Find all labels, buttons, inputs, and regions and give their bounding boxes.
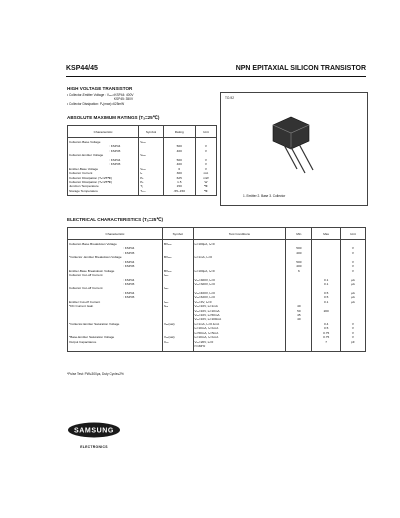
elec-min-cell — [286, 240, 312, 352]
abs-unit-5: V — [204, 157, 207, 162]
abs-unit-2: V — [204, 144, 207, 149]
abs-max-header-row — [68, 126, 217, 138]
elec-cond-7: Iₑ=100μA, Iₑ=0 — [194, 268, 215, 273]
elec-max-16: 200 — [323, 308, 329, 313]
abs-unit-8: mA — [203, 171, 209, 176]
elec-cond-20: Iₑ=10mA, Iₒ=1mA — [194, 326, 219, 331]
elec-unit-21: V — [351, 330, 354, 335]
elec-conditions-cell — [193, 240, 286, 352]
elec-char-4: *Collector -Emitter Breakdown Voltage — [69, 255, 122, 260]
elec-min-17: 45 — [297, 313, 301, 317]
elec-sym-24 — [164, 344, 192, 348]
elec-unit-5: V — [351, 259, 354, 264]
elec-char-10: : KSP45 — [123, 281, 135, 286]
elec-cond-17: Vₑₑ=10V, Iₑ=50mA — [194, 313, 220, 317]
elec-symbol-cell — [162, 240, 193, 352]
samsung-logo — [67, 422, 121, 448]
elec-min-2: 500 — [296, 246, 302, 251]
abs-sym-12: Tₛₜₔ — [140, 188, 146, 193]
to92-package-drawing — [251, 111, 331, 181]
elec-max-24 — [313, 344, 338, 348]
elec-unit-20: V — [351, 326, 354, 331]
abs-char-5: : KSP44 — [109, 157, 121, 162]
elec-cond-4: Iₑ=1mA, Iₒ=0 — [194, 255, 212, 260]
elec-col-characteristic: Characteristic — [68, 228, 163, 240]
abs-col-symbol: Symbol — [139, 126, 164, 138]
abs-char-7: Emitter-Base Voltage — [69, 166, 99, 171]
abs-col-unit: Unit — [195, 126, 216, 138]
abs-unit-7: V — [204, 166, 207, 171]
abs-char-8: Collector Current — [69, 171, 93, 176]
elec-table — [67, 227, 366, 352]
abs-char-1: Collector-Base Voltage — [69, 140, 101, 144]
elec-cond-22: Iₑ=10mA, Iₒ=1mA — [194, 335, 219, 340]
elec-cond-1: Iₑ=100μA, Iₑ=0 — [194, 242, 215, 246]
part-number: KSP44/45 — [66, 65, 98, 72]
abs-unit-11: ℃ — [204, 184, 208, 189]
elec-max-13: 0.5 — [324, 295, 329, 300]
abs-unit-cell — [195, 138, 216, 196]
elec-sym-11: Iₑₑₒ — [163, 286, 169, 291]
elec-min-15: 40 — [297, 304, 301, 309]
elec-col-min: Min — [286, 228, 312, 240]
elec-cond-19: Iₑ=1mA, Iₒ=0.1mA — [194, 321, 220, 326]
abs-unit-9: mW — [203, 175, 209, 180]
abs-unit-12: ℃ — [204, 188, 208, 193]
abs-unit-6: V — [204, 162, 207, 167]
elec-unit-12: μA — [351, 290, 355, 295]
elec-sym-22: Vₒₑ(sat) — [163, 335, 175, 340]
elec-col-symbol: Symbol — [162, 228, 193, 240]
elec-unit-24 — [342, 344, 364, 348]
elec-cond-16: Vₑₑ=10V, Iₑ=10mA — [194, 308, 220, 313]
elec-max-12: 0.5 — [324, 290, 329, 295]
abs-rating-9: 625 — [176, 175, 182, 180]
abs-char-3: : KSP45 — [109, 148, 121, 153]
elec-unit-14: μA — [351, 299, 355, 304]
elec-min-3: 400 — [296, 250, 302, 255]
elec-unit-13: μA — [351, 295, 355, 300]
elec-heading: ELECTRICAL CHARACTERISTICS (Tₐ=25℃) — [67, 217, 164, 222]
elec-cond-10: Vₑₒ=320V, Iₑ=0 — [194, 281, 215, 286]
abs-rating-6: 400 — [176, 162, 182, 167]
feature-line-2: KSP45: 350V — [67, 97, 134, 101]
abs-char-12: Storage Temperature — [69, 188, 99, 193]
abs-sym-11: Tⱼ — [140, 184, 143, 189]
features-heading: HIGH VOLTAGE TRANSISTOR — [67, 86, 133, 91]
abs-sym-8: Iₑ — [140, 171, 143, 176]
elec-cond-14: Vₑₒ=4V, Iₑ=0 — [194, 299, 212, 304]
elec-unit-7: V — [351, 268, 354, 273]
abs-sym-9: Pₑ — [140, 175, 144, 180]
feature-line-3: • Collector Dissipation: Pₑ(max)=625mW — [67, 102, 125, 106]
feature-line-1: • Collector-Emitter Voltage : Vₓₑₒ=KSP44: 400V — [67, 93, 134, 97]
elec-sym-7: BVₑₒₒ — [163, 268, 172, 273]
abs-sym-7: Vₑₒₒ — [140, 166, 146, 171]
elec-cond-24: f=1MHz — [194, 344, 206, 349]
elec-header-row — [68, 228, 366, 240]
elec-unit-6: V — [351, 264, 354, 269]
abs-max-heading: ABSOLUTE MAXIMUM RATINGS (Tₐ=25℃) — [67, 115, 160, 120]
abs-col-rating: Rating — [163, 126, 195, 138]
elec-col-max: Max — [312, 228, 340, 240]
elec-min-16: 50 — [297, 308, 301, 313]
abs-char-11: Junction Temperature — [69, 184, 99, 189]
elec-char-14: Emitter Cut-off Current — [69, 299, 101, 304]
abs-rating-2: 500 — [176, 144, 182, 149]
elec-sym-14: Iₑₒₒ — [163, 299, 169, 304]
abs-rating-cell — [163, 138, 195, 196]
abs-char-10: Collector Dissipation (Tₑ=25℃) — [69, 179, 112, 184]
elec-min-7: 6 — [298, 268, 300, 273]
elec-cond-9: Vₑₒ=400V, Iₑ=0 — [194, 277, 215, 282]
elec-max-20: 0.5 — [324, 326, 329, 331]
abs-max-body-row — [68, 138, 217, 196]
elec-char-23: Output Capacitance — [69, 339, 97, 344]
elec-char-19: *Collector-Emitter Saturation Voltage — [69, 321, 120, 326]
abs-rating-8: 300 — [176, 171, 182, 176]
elec-char-22: *Base-Emitter Saturation Voltage — [69, 335, 115, 340]
abs-unit-3: V — [204, 148, 207, 153]
elec-max-cell — [312, 240, 340, 352]
elec-min-5: 500 — [296, 259, 302, 264]
elec-char-5: : KSP44 — [123, 259, 135, 264]
package-pinout: 1. Emitter 2. Base 3. Collector — [243, 194, 286, 198]
elec-char-9: : KSP44 — [123, 277, 135, 282]
elec-cond-21: Iₑ=50mA, Iₒ=5mA — [194, 330, 219, 335]
elec-unit-3: V — [351, 250, 354, 255]
elec-unit-23: pF — [351, 339, 355, 344]
elec-min-18: 40 — [297, 317, 301, 322]
abs-char-6: : KSP45 — [109, 162, 121, 167]
samsung-oval-icon — [67, 422, 121, 438]
elec-body-row — [68, 240, 366, 352]
abs-symbol-cell — [139, 138, 164, 196]
pulse-test-footnote: *Pulse Test: PW≤300μs, Duty Cycle≤2% — [67, 372, 124, 376]
elec-unit-10: μA — [351, 281, 355, 286]
samsung-logo-text: SAMSUNG — [74, 427, 114, 435]
elec-max-9: 0.1 — [324, 277, 329, 282]
elec-sym-23: Cₒₒ — [163, 339, 169, 344]
elec-cond-13: Vₑₑ=320V, Iₒ=0 — [194, 295, 215, 300]
samsung-logo-subtext: ELECTRONICS — [80, 445, 108, 449]
elec-char-1: Collector-Base Breakdown Voltage — [69, 242, 117, 246]
elec-sym-4: BVₑₑₒ — [163, 255, 172, 260]
elec-min-24 — [287, 344, 310, 348]
abs-characteristic-cell — [68, 138, 139, 196]
elec-char-24 — [69, 344, 161, 348]
elec-char-7: Emitter-Base Breakdown Voltage — [69, 268, 115, 273]
abs-rating-11: 150 — [176, 184, 182, 189]
elec-char-15: *DC Current Gain — [69, 304, 94, 309]
abs-unit-10: W — [204, 179, 208, 184]
package-label: TO-92 — [225, 96, 234, 100]
abs-rating-7: 6 — [178, 166, 181, 171]
elec-max-23: 7 — [325, 339, 328, 344]
elec-cond-18: Vₑₑ=10V, Iₑ=100mA — [194, 317, 222, 322]
elec-characteristic-cell — [68, 240, 163, 352]
elec-char-3: : KSP45 — [123, 250, 135, 255]
elec-char-13: : KSP45 — [123, 295, 135, 300]
abs-char-9: Collector Dissipation (Tₐ=25℃) — [69, 175, 112, 180]
elec-unit-cell — [340, 240, 365, 352]
elec-char-8: Collector Cut-off Current — [69, 273, 103, 278]
abs-rating-12: -55~150 — [173, 188, 185, 193]
elec-min-6: 400 — [296, 264, 302, 269]
elec-sym-19: Vₑₑ(sat) — [163, 321, 175, 326]
document-title: NPN EPITAXIAL SILICON TRANSISTOR — [235, 65, 366, 72]
elec-char-11: Collector Cut-off Current — [69, 286, 103, 291]
elec-sym-1: BVₑₒₒ — [163, 242, 172, 246]
elec-col-unit: Unit — [340, 228, 365, 240]
package-box — [220, 92, 368, 206]
elec-cond-12: Vₑₑ=400V, Iₒ=0 — [194, 290, 215, 295]
abs-sym-4: Vₑₑₒ — [140, 153, 146, 158]
elec-max-10: 0.1 — [324, 281, 329, 286]
elec-max-19: 0.4 — [324, 321, 329, 326]
abs-char-4: Collector-Emitter Voltage — [69, 153, 104, 158]
abs-col-characteristic: Characteristic — [68, 126, 139, 138]
abs-rating-3: 400 — [176, 148, 182, 153]
elec-cond-23: Vₑₒ=20V, Iₑ=0 — [194, 339, 214, 344]
abs-rating-10: 1.5 — [177, 179, 182, 184]
elec-char-12: : KSP44 — [123, 290, 135, 295]
abs-rating-5: 500 — [176, 157, 182, 162]
abs-sym-10: Pₑ — [140, 179, 144, 184]
header-rule — [66, 76, 366, 77]
elec-char-6: : KSP45 — [123, 264, 135, 269]
elec-max-14: 0.1 — [324, 299, 329, 304]
elec-cond-15: Vₑₑ=10V, Iₑ=1mA — [194, 304, 218, 309]
abs-char-2: : KSP44 — [109, 144, 121, 149]
elec-col-conditions: Test Conditions — [193, 228, 286, 240]
elec-sym-15: hₑₑ — [163, 304, 168, 309]
elec-unit-22: V — [351, 335, 354, 340]
elec-max-22: 0.75 — [323, 335, 330, 340]
abs-max-table — [67, 125, 217, 196]
abs-sym-1: Vₑₒₒ — [140, 140, 146, 144]
elec-unit-9: μA — [351, 277, 355, 282]
elec-unit-19: V — [351, 321, 354, 326]
elec-sym-8: Iₑₒₒ — [163, 273, 169, 278]
elec-unit-2: V — [351, 246, 354, 251]
elec-char-2: : KSP44 — [123, 246, 135, 251]
elec-max-21: 0.75 — [323, 330, 330, 335]
